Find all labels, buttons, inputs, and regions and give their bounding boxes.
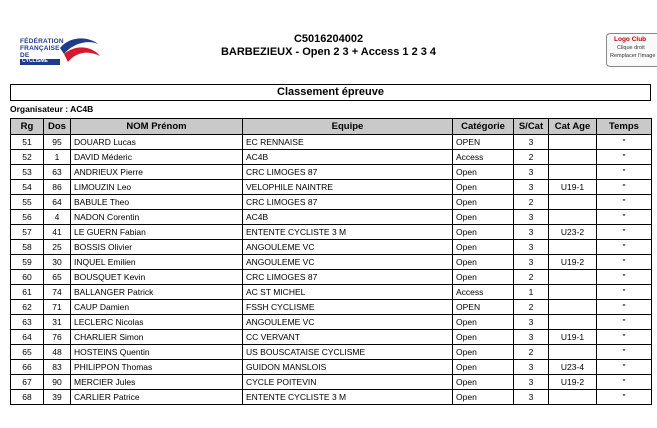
cell-categorie: Open	[453, 255, 514, 270]
cell-dos: 65	[44, 270, 71, 285]
cell-catage	[549, 240, 597, 255]
results-table	[10, 118, 652, 405]
cell-scat: 2	[514, 150, 549, 165]
cell-catage	[549, 210, 597, 225]
table-row	[11, 195, 652, 210]
cell-temps: "	[597, 135, 652, 150]
cell-scat: 3	[514, 225, 549, 240]
table-row	[11, 330, 652, 345]
cell-scat: 2	[514, 195, 549, 210]
table-row	[11, 225, 652, 240]
cell-rg: 66	[11, 360, 44, 375]
cell-catage	[549, 285, 597, 300]
race-title: BARBEZIEUX - Open 2 3 + Access 1 2 3 4	[220, 46, 437, 58]
cell-scat: 3	[514, 390, 549, 405]
cell-temps: "	[597, 360, 652, 375]
cell-nom: PHILIPPON Thomas	[71, 360, 243, 375]
cell-scat: 2	[514, 300, 549, 315]
cell-nom: NADON Corentin	[71, 210, 243, 225]
ffc-logo-line3: DE	[20, 52, 30, 59]
table-row	[11, 270, 652, 285]
cell-temps: "	[597, 255, 652, 270]
cell-temps: "	[597, 180, 652, 195]
cell-equipe: AC4B	[243, 150, 453, 165]
cell-rg: 52	[11, 150, 44, 165]
cell-temps: "	[597, 240, 652, 255]
cell-categorie: Open	[453, 390, 514, 405]
cell-equipe: VELOPHILE NAINTRE	[243, 180, 453, 195]
cell-temps: "	[597, 300, 652, 315]
cell-catage: U19-2	[549, 255, 597, 270]
table-row	[11, 135, 652, 150]
cell-categorie: OPEN	[453, 135, 514, 150]
ffc-logo-bar	[20, 59, 60, 65]
cell-categorie: Open	[453, 195, 514, 210]
table-row	[11, 300, 652, 315]
cell-dos: 64	[44, 195, 71, 210]
cell-nom: BALLANGER Patrick	[71, 285, 243, 300]
table-row	[11, 375, 652, 390]
col-header-dos: Dos	[44, 119, 71, 135]
cell-scat: 3	[514, 165, 549, 180]
table-row	[11, 180, 652, 195]
cell-catage	[549, 315, 597, 330]
cell-dos: 25	[44, 240, 71, 255]
cell-temps: "	[597, 345, 652, 360]
table-row	[11, 150, 652, 165]
table-row	[11, 210, 652, 225]
cell-rg: 56	[11, 210, 44, 225]
cell-rg: 53	[11, 165, 44, 180]
cell-rg: 54	[11, 180, 44, 195]
cell-rg: 55	[11, 195, 44, 210]
club-logo-hint2: Remplacer l'image	[610, 53, 656, 59]
cell-catage	[549, 195, 597, 210]
cell-temps: "	[597, 225, 652, 240]
cell-nom: HOSTEINS Quentin	[71, 345, 243, 360]
cell-catage	[549, 135, 597, 150]
classement-banner: Classement épreuve	[10, 84, 651, 101]
cell-dos: 4	[44, 210, 71, 225]
table-row	[11, 315, 652, 330]
cell-categorie: Open	[453, 345, 514, 360]
cell-rg: 57	[11, 225, 44, 240]
cell-scat: 3	[514, 375, 549, 390]
col-header-nom: NOM Prénom	[71, 119, 243, 135]
cell-scat: 3	[514, 135, 549, 150]
col-header-temps: Temps	[597, 119, 652, 135]
cell-temps: "	[597, 210, 652, 225]
cell-equipe: ENTENTE CYCLISTE 3 M	[243, 225, 453, 240]
cell-temps: "	[597, 270, 652, 285]
cell-equipe: GUIDON MANSLOIS	[243, 360, 453, 375]
col-header-equipe: Equipe	[243, 119, 453, 135]
cell-catage	[549, 165, 597, 180]
cell-dos: 1	[44, 150, 71, 165]
col-header-scat: S/Cat	[514, 119, 549, 135]
cell-temps: "	[597, 165, 652, 180]
cell-rg: 62	[11, 300, 44, 315]
cell-nom: CARLIER Patrice	[71, 390, 243, 405]
cell-catage: U19-1	[549, 180, 597, 195]
cell-nom: BOSSIS Olivier	[71, 240, 243, 255]
cell-rg: 61	[11, 285, 44, 300]
cell-equipe: CRC LIMOGES 87	[243, 165, 453, 180]
cell-dos: 48	[44, 345, 71, 360]
cell-rg: 65	[11, 345, 44, 360]
cell-equipe: CRC LIMOGES 87	[243, 270, 453, 285]
cell-catage	[549, 390, 597, 405]
ffc-logo-line2: FRANÇAISE	[20, 45, 60, 52]
cell-catage	[549, 270, 597, 285]
cell-nom: CHARLIER Simon	[71, 330, 243, 345]
table-row	[11, 360, 652, 375]
cell-catage	[549, 345, 597, 360]
cell-dos: 86	[44, 180, 71, 195]
cell-categorie: Open	[453, 240, 514, 255]
cell-scat: 3	[514, 360, 549, 375]
cell-dos: 30	[44, 255, 71, 270]
cell-dos: 31	[44, 315, 71, 330]
cell-equipe: AC4B	[243, 210, 453, 225]
cell-scat: 3	[514, 240, 549, 255]
cell-dos: 39	[44, 390, 71, 405]
cell-categorie: Open	[453, 360, 514, 375]
race-code: C5016204002	[293, 33, 364, 45]
cell-equipe: ANGOULEME VC	[243, 240, 453, 255]
table-row	[11, 345, 652, 360]
cell-scat: 3	[514, 255, 549, 270]
cell-equipe: EC RENNAISE	[243, 135, 453, 150]
cell-temps: "	[597, 330, 652, 345]
cell-categorie: Access	[453, 285, 514, 300]
cell-nom: BOUSQUET Kevin	[71, 270, 243, 285]
cell-equipe: CYCLE POITEVIN	[243, 375, 453, 390]
cell-nom: INQUEL Emilien	[71, 255, 243, 270]
cell-rg: 63	[11, 315, 44, 330]
cell-nom: LECLERC Nicolas	[71, 315, 243, 330]
cell-rg: 68	[11, 390, 44, 405]
ffc-logo-line1: FÉDÉRATION	[20, 38, 64, 45]
organisateur-label: Organisateur : AC4B	[10, 104, 94, 114]
cell-dos: 41	[44, 225, 71, 240]
cell-categorie: Open	[453, 180, 514, 195]
cell-categorie: Open	[453, 210, 514, 225]
cell-equipe: ANGOULEME VC	[243, 315, 453, 330]
cell-rg: 64	[11, 330, 44, 345]
cell-temps: "	[597, 315, 652, 330]
cell-dos: 95	[44, 135, 71, 150]
cell-scat: 3	[514, 315, 549, 330]
cell-categorie: Open	[453, 315, 514, 330]
cell-dos: 63	[44, 165, 71, 180]
cell-scat: 1	[514, 285, 549, 300]
cell-dos: 83	[44, 360, 71, 375]
cell-catage: U23-4	[549, 360, 597, 375]
cell-nom: LE GUERN Fabian	[71, 225, 243, 240]
col-header-categorie: Catégorie	[453, 119, 514, 135]
cell-temps: "	[597, 285, 652, 300]
club-logo-title: Logo Club	[614, 36, 647, 43]
cell-nom: ANDRIEUX Pierre	[71, 165, 243, 180]
cell-temps: "	[597, 195, 652, 210]
cell-temps: "	[597, 150, 652, 165]
cell-equipe: CC VERVANT	[243, 330, 453, 345]
table-row	[11, 390, 652, 405]
cell-categorie: Access	[453, 150, 514, 165]
cell-categorie: Open	[453, 225, 514, 240]
cell-categorie: Open	[453, 165, 514, 180]
cell-categorie: OPEN	[453, 300, 514, 315]
cell-equipe: US BOUSCATAISE CYCLISME	[243, 345, 453, 360]
cell-equipe: AC ST MICHEL	[243, 285, 453, 300]
cell-temps: "	[597, 375, 652, 390]
cell-rg: 58	[11, 240, 44, 255]
table-row	[11, 165, 652, 180]
cell-nom: DAVID Méderic	[71, 150, 243, 165]
cell-categorie: Open	[453, 330, 514, 345]
table-row	[11, 285, 652, 300]
cell-nom: LIMOUZIN Leo	[71, 180, 243, 195]
cell-catage	[549, 150, 597, 165]
cell-categorie: Open	[453, 375, 514, 390]
club-logo-placeholder	[606, 33, 657, 67]
ffc-logo-bar-text: CYCLISME	[22, 58, 48, 64]
club-logo-hint1: Clique droit	[617, 45, 645, 51]
cell-rg: 67	[11, 375, 44, 390]
cell-scat: 2	[514, 345, 549, 360]
table-row	[11, 240, 652, 255]
cell-catage: U19-2	[549, 375, 597, 390]
cell-catage: U23-2	[549, 225, 597, 240]
cell-scat: 3	[514, 330, 549, 345]
cell-nom: DOUARD Lucas	[71, 135, 243, 150]
col-header-rg: Rg	[11, 119, 44, 135]
table-header-row	[11, 119, 652, 135]
results-body	[11, 135, 652, 405]
cell-dos: 74	[44, 285, 71, 300]
cell-nom: MERCIER Jules	[71, 375, 243, 390]
cell-dos: 90	[44, 375, 71, 390]
cell-nom: CAUP Damien	[71, 300, 243, 315]
cell-temps: "	[597, 390, 652, 405]
table-row	[11, 255, 652, 270]
cell-rg: 59	[11, 255, 44, 270]
cell-scat: 2	[514, 270, 549, 285]
cell-scat: 3	[514, 180, 549, 195]
cell-equipe: ENTENTE CYCLISTE 3 M	[243, 390, 453, 405]
col-header-catage: Cat Age	[549, 119, 597, 135]
cell-dos: 71	[44, 300, 71, 315]
cell-rg: 60	[11, 270, 44, 285]
cell-nom: BABULE Theo	[71, 195, 243, 210]
cell-catage	[549, 300, 597, 315]
cell-dos: 76	[44, 330, 71, 345]
cell-scat: 3	[514, 210, 549, 225]
cell-catage: U19-1	[549, 330, 597, 345]
cell-rg: 51	[11, 135, 44, 150]
cell-categorie: Open	[453, 270, 514, 285]
cell-equipe: ANGOULEME VC	[243, 255, 453, 270]
cell-equipe: CRC LIMOGES 87	[243, 195, 453, 210]
cell-equipe: FSSH CYCLISME	[243, 300, 453, 315]
